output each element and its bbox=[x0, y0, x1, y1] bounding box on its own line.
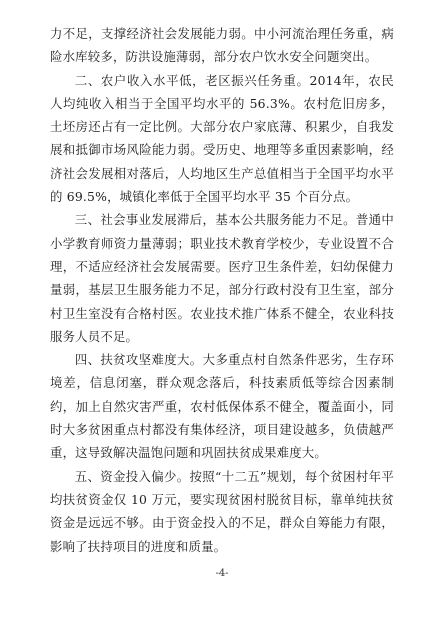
document-body bbox=[50, 22, 394, 558]
paragraph-poverty-difficulty: 四、扶贫攻坚难度大。大多重点村自然条件恶劣，生存环境差，信息闭塞，群众观念落后，科技素质低等综合因素制约，加上自然灾害严重，农村低保体系不健全，覆盖面小，同时大多贫困重点村都没有集体经济，项目建设越多，负债越严重，这导致解决温饱问题和巩固扶贫成果难度大。 bbox=[50, 352, 394, 461]
paragraph-funding: 五、资金投入偏少。按照“十二五”规划，每个贫困村年平均扶贫资金仅 10 万元，要实现贫困村脱贫目标，靠单纯扶贫资金是远远不够。由于资金投入的不足，群众自筹能力有限，影响了扶持项目的进度和质量。 bbox=[50, 468, 394, 554]
page-number: -4- bbox=[215, 568, 229, 579]
paragraph-infrastructure: 力不足，支撑经济社会发展能力弱。中小河流治理任务重，病险水库较多，防洪设施薄弱，部分农户饮水安全问题突出。 bbox=[50, 26, 394, 65]
paragraph-public-services: 三、社会事业发展滞后，基本公共服务能力不足。普通中小学教育师资力量薄弱；职业技术教育学校少，专业设置不合理，不适应经济社会发展需要。医疗卫生条件差，妇幼保健力量弱，基层卫生服务能力不足，部分行政村没有卫生室，部分村卫生室没有合格村医。农业技术推广体系不健全，农业科技服务人员不足。 bbox=[50, 212, 394, 344]
paragraph-farmer-income: 二、农户收入水平低，老区振兴任务重。2014年，农民人均纯收入相当于全国平均水平的 56.3%。农村危旧房多，土坯房还占有一定比例。大部分农户家底薄、积累少，自我发展和抵御市场风险能力弱。受历史、地理等多重因素影响，经济社会发展相对落后，人均地区生产总值相当于全国平均水平的 69.5%，城镇化率低于全国平均水平 35 个百分点。 bbox=[50, 72, 394, 205]
